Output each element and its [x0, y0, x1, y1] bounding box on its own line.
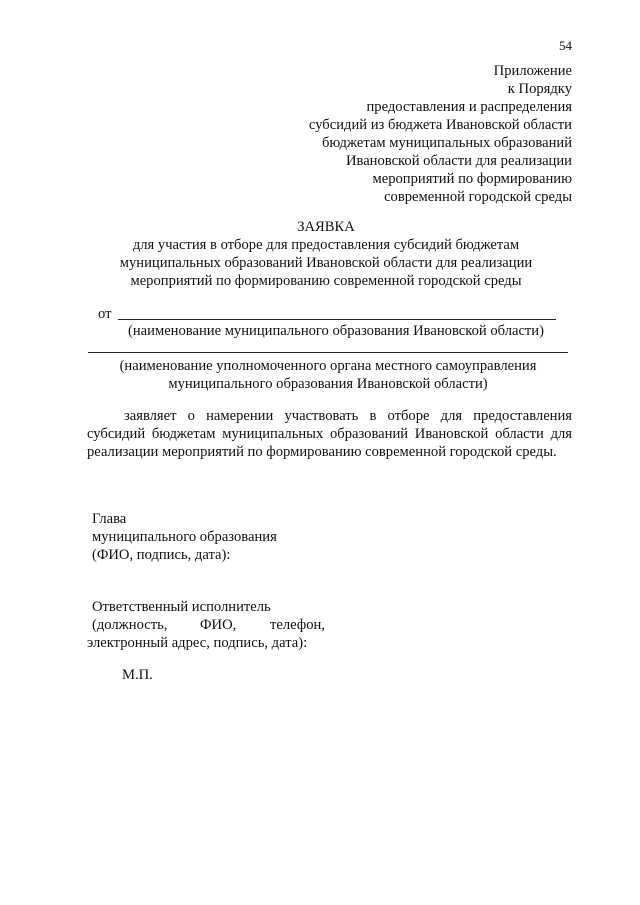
municipality-fill-line — [118, 319, 556, 320]
appendix-line-3: предоставления и распределения — [366, 99, 572, 115]
statement-line-2: субсидий бюджетам муниципальных образований Ивановской области для — [87, 426, 572, 442]
head-label-line-3: (ФИО, подпись, дата): — [92, 547, 231, 563]
executor-label-line-1: Ответственный исполнитель — [92, 599, 271, 615]
appendix-line-5: бюджетам муниципальных образований — [321, 135, 572, 151]
statement-line-1: заявляет о намерении участвовать в отборе для предоставления — [124, 408, 572, 424]
appendix-line-6: Ивановской области для реализации — [345, 153, 572, 169]
appendix-line-2: к Порядку — [507, 81, 572, 97]
document-title: ЗАЯВКА — [297, 219, 355, 235]
executor-phone-label: телефон, — [270, 617, 326, 633]
appendix-line-4: субсидий из бюджета Ивановской области — [308, 117, 572, 133]
authority-hint-line-2: муниципального образования Ивановской области) — [168, 376, 488, 392]
page-number: 54 — [559, 38, 572, 53]
head-label-line-2: муниципального образования — [92, 529, 277, 545]
head-label-line-1: Глава — [92, 511, 127, 527]
executor-position-label: (должность, — [92, 617, 168, 633]
appendix-line-1: Приложение — [493, 63, 572, 79]
subtitle-line-2: муниципальных образований Ивановской области для реализации — [119, 255, 533, 271]
subtitle-line-3: мероприятий по формированию современной городской среды — [130, 273, 522, 289]
subtitle-line-1: для участия в отборе для предоставления субсидий бюджетам — [132, 237, 520, 253]
from-label: от — [98, 306, 112, 322]
municipality-hint: (наименование муниципального образования Ивановской области) — [128, 323, 544, 339]
appendix-line-7: мероприятий по формированию — [372, 171, 572, 187]
authority-hint-line-1: (наименование уполномоченного органа местного самоуправления — [119, 358, 537, 374]
appendix-line-8: современной городской среды — [384, 189, 572, 205]
stamp-label: М.П. — [122, 667, 153, 683]
statement-line-3: реализации мероприятий по формированию современной городской среды. — [87, 444, 557, 460]
executor-name-label: ФИО, — [200, 617, 237, 633]
executor-label-line-3: электронный адрес, подпись, дата): — [87, 635, 308, 651]
authority-fill-line — [88, 352, 568, 353]
